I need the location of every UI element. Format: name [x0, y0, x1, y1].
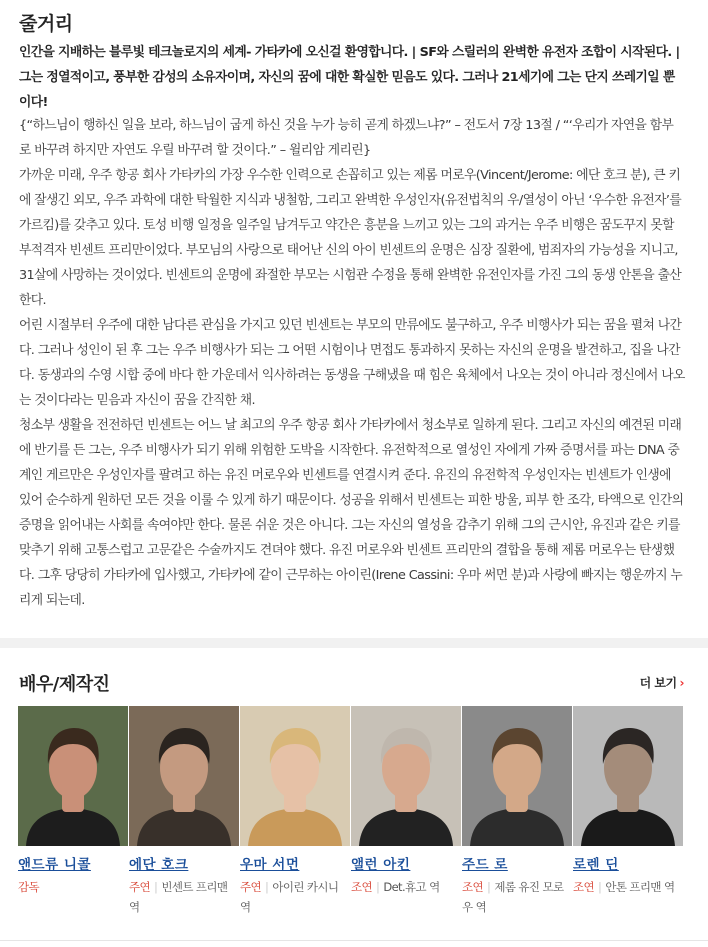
cast-name[interactable]: 에단 호크 — [129, 857, 189, 873]
synopsis-paragraph-1: 가까운 미래, 우주 항공 회사 가타카의 가장 우수한 인력으로 손꼽히고 있는 제롬 머로우(Vincent/Jerome: 에단 호크 분), 큰 키에 잘생긴 외모, 우주 과학에 대한 탁월한 지식과 냉철함, 그리고 완벽한 우성인자(유전법칙의 우/열성이 아닌 ‘우수한 유전자’를 가르킴)를 갖추고 있다. 토성 비행 일정을 일주일 남겨두고 약간은 흥분을 느끼고 있는 그의 과거는 우주 비행은 꿈도꾸지 못할 부적격자 빈센트 프리만이었다. 부모님의 사랑으로 태어난 신의 아이 빈센트의 운명은 심장 질환에, 범죄자의 가능성을 지니고, 31살에 사망하는 것이었다. 빈센트의 운명에 좌절한 부모는 시험관 수정을 통해 완벽한 유전인자를 가진 그의 동생 안톤을 출산한다. — [19, 168, 682, 308]
role-separator: | — [598, 880, 602, 894]
cast-role — [351, 877, 461, 897]
cast-role-text: 제롬 유진 모로우 역 — [462, 880, 564, 914]
role-separator: | — [487, 880, 491, 894]
synopsis-lead: 인간을 지배하는 블루빛 테크놀로지의 세계- 가타카에 오신걸 환영합니다. | SF와 스릴러의 완벽한 유전자 조합이 시작된다. | 그는 정열적이고, 풍부한 감성의 소유자이며, 자신의 꿈에 대한 확실한 믿음도 있다. 그러나 21세기에 그는 단지 쓰레기일 뿐이다! — [19, 45, 680, 110]
portrait-image — [351, 706, 461, 846]
cast-role — [18, 877, 128, 897]
cast-role-text: Det.휴고 역 — [383, 880, 440, 894]
cast-role-kind: 주연 — [240, 880, 262, 894]
cast-member[interactable] — [351, 706, 461, 936]
synopsis-quote: {“하느님이 행하신 일을 보라, 하느님이 굽게 하신 것을 누가 능히 곧게 하겠느냐?” – 전도서 7장 13절 / “‘우리가 자연을 함부로 바꾸려 하지만 자연도 우릴 바꾸려 할 것이다.” – 윌리암 게리린} — [19, 118, 674, 158]
portrait-image — [18, 706, 128, 846]
cast-role-kind: 조연 — [573, 880, 595, 894]
cast-photo[interactable] — [18, 706, 128, 846]
more-button[interactable] — [640, 674, 684, 691]
synopsis-title: 줄거리 — [19, 13, 73, 35]
cast-name[interactable]: 주드 로 — [462, 857, 508, 873]
cast-role-kind: 주연 — [129, 880, 151, 894]
cast-member[interactable] — [573, 706, 683, 936]
cast-role — [240, 877, 350, 917]
cast-role-text: 아이린 카시니 역 — [240, 880, 339, 914]
cast-role-kind: 조연 — [351, 880, 373, 894]
bottom-divider — [0, 940, 708, 941]
cast-photo[interactable] — [573, 706, 683, 846]
synopsis-paragraph-3: 청소부 생활을 전전하던 빈센트는 어느 날 최고의 우주 항공 회사 가타카에서 청소부로 일하게 된다. 그리고 자신의 예견된 미래에 반기를 든 그는, 우주 비행사가 되기 위해 위험한 도박을 시작한다. 유전학적으로 열성인 자에게 가짜 증명서를 파는 DNA 중계인 게르만은 우성인자를 팔려고 하는 유진 머로우와 빈센트를 연결시켜 준다. 유진의 유전학적 우성인자는 빈센트가 인생에 있어 순수하게 원하던 모든 것을 이룰 수 있게 하기 때문이다. 성공을 위해서 빈센트는 피한 방울, 피부 한 조각, 타액으로 인간의 증명을 읽어내는 사회를 속여야만 한다. 물론 쉬운 것은 아니다. 그는 자신의 열성을 감추기 위해 그의 근시안, 유진과 같은 키를 맞추기 위해 고통스럽고 고문같은 수술까지도 견뎌야 했다. 유진 머로우와 빈센트 프리만의 결합을 통해 제롬 머로우는 탄생했다. 그후 당당히 가타카에 입사했고, 가타카에 같이 근무하는 아이린(Irene Cassini: 우마 써먼 분)과 사랑에 빠지는 행운까지 누리게 되는데. — [19, 418, 684, 608]
role-separator: | — [376, 880, 380, 894]
role-separator: | — [265, 880, 269, 894]
cast-member[interactable] — [462, 706, 572, 936]
cast-photo[interactable] — [129, 706, 239, 846]
cast-photo[interactable] — [462, 706, 572, 846]
cast-list — [18, 706, 684, 936]
cast-name[interactable]: 로렌 딘 — [573, 857, 619, 873]
cast-photo[interactable] — [240, 706, 350, 846]
role-separator: | — [154, 880, 158, 894]
portrait-image — [240, 706, 350, 846]
cast-role-kind: 조연 — [462, 880, 484, 894]
chevron-right-icon: › — [679, 676, 684, 690]
cast-section — [0, 648, 708, 947]
synopsis-paragraph-2: 어린 시절부터 우주에 대한 남다른 관심을 가지고 있던 빈센트는 부모의 만류에도 불구하고, 우주 비행사가 되는 꿈을 펼쳐 나간다. 그러나 성인이 된 후 그는 우주 비행사가 되는 그 어떤 시험이나 면접도 통과하지 못하는 자신의 운명을 발견하고, 집을 나간다. 동생과의 수영 시합 중에 바다 한 가운데서 익사하려는 동생을 구해냈을 때 힘은 육체에서 나오는 것이 아니라 정신에서 나오는 것이다라는 믿음과 자신이 꿈을 간직한 채. — [19, 318, 685, 408]
cast-name[interactable]: 우마 서먼 — [240, 857, 300, 873]
cast-role — [573, 877, 683, 897]
cast-photo[interactable] — [351, 706, 461, 846]
cast-name[interactable]: 앨런 아킨 — [351, 857, 411, 873]
more-label: 더 보기 — [639, 676, 677, 690]
portrait-image — [573, 706, 683, 846]
cast-role-text: 빈센트 프리맨 역 — [129, 880, 228, 914]
cast-role — [462, 877, 572, 917]
synopsis-body — [19, 40, 685, 613]
cast-role-text: 안톤 프리맨 역 — [605, 880, 675, 894]
cast-title: 배우/제작진 — [19, 674, 110, 695]
section-divider — [0, 638, 708, 648]
cast-role-kind: 감독 — [18, 880, 40, 894]
cast-name[interactable]: 앤드류 니콜 — [18, 857, 91, 873]
cast-member[interactable] — [18, 706, 128, 936]
cast-role — [129, 877, 239, 917]
cast-member[interactable] — [129, 706, 239, 936]
portrait-image — [462, 706, 572, 846]
cast-member[interactable] — [240, 706, 350, 936]
portrait-image — [129, 706, 239, 846]
